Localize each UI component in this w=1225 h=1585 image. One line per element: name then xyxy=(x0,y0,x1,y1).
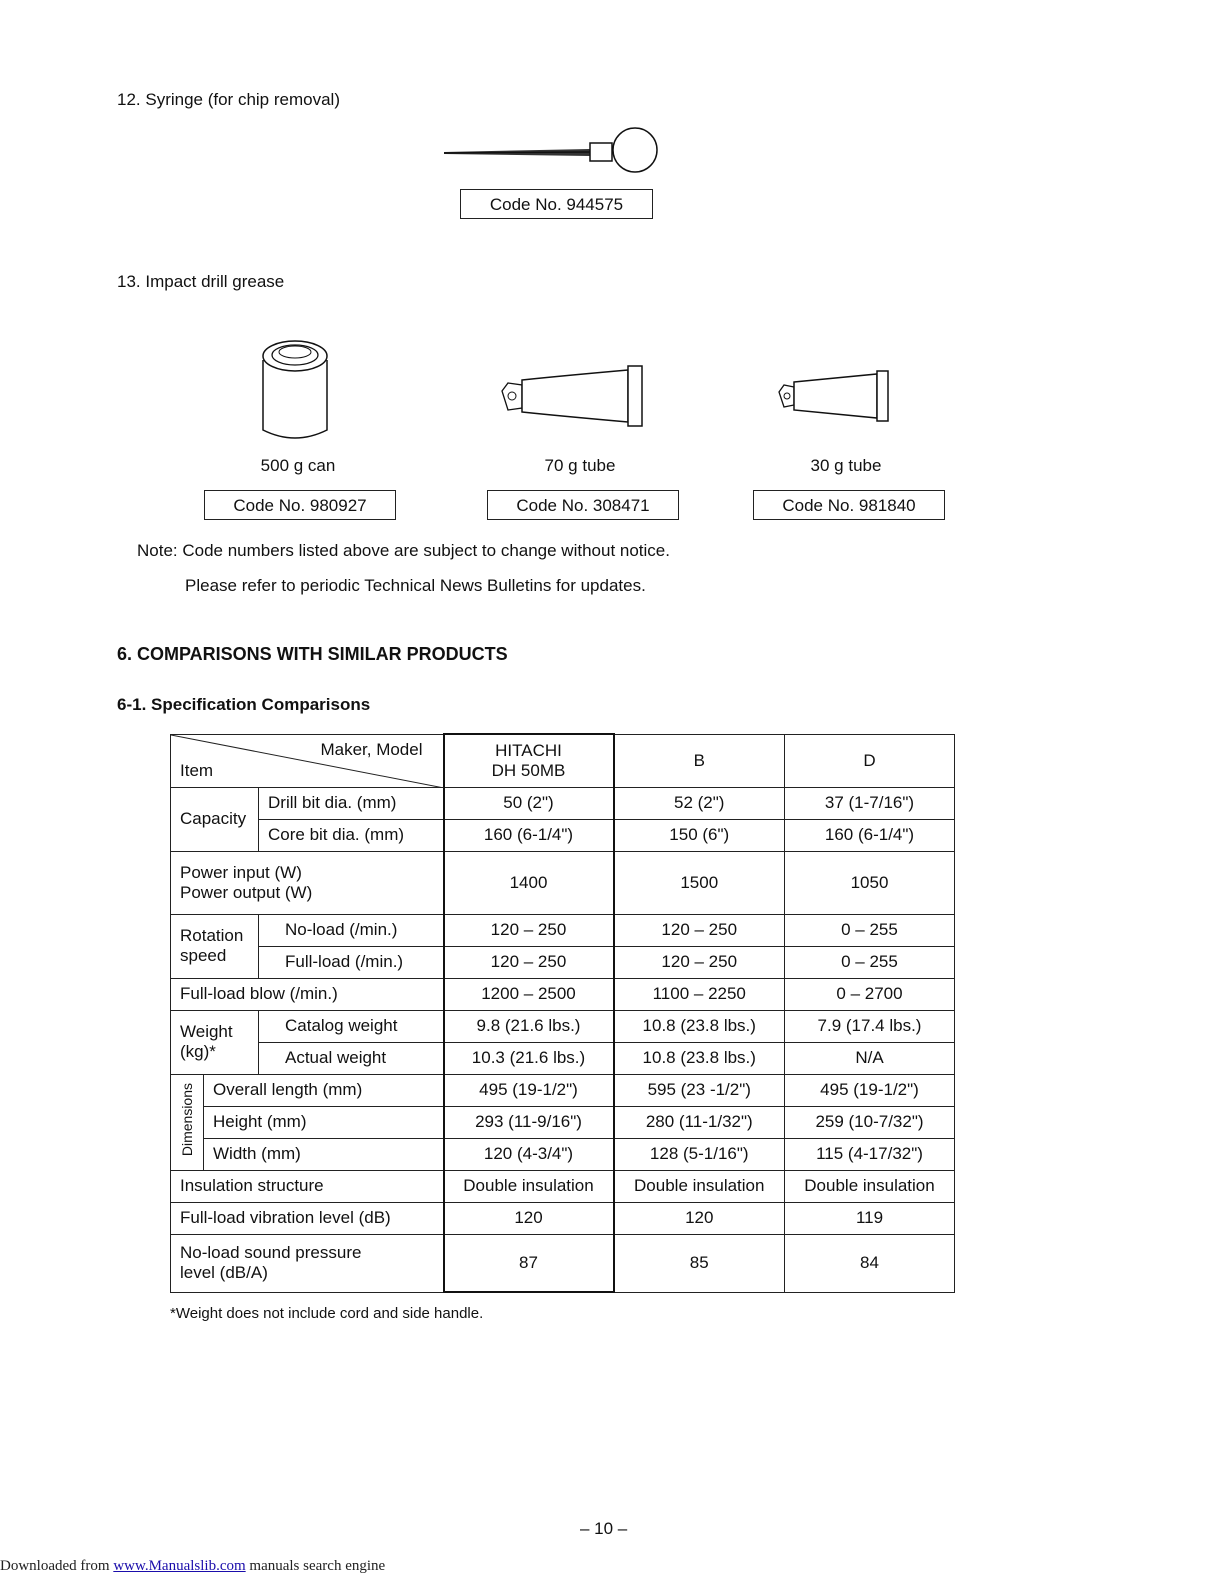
blow-label: Full-load blow (/min.) xyxy=(171,978,444,1010)
insulation-label: Insulation structure xyxy=(171,1170,444,1202)
weight-label-line-1: Weight xyxy=(180,1022,233,1041)
overall-length-label: Overall length (mm) xyxy=(204,1074,444,1106)
width-b: 128 (5-1/16") xyxy=(614,1138,785,1170)
noload-label: No-load (/min.) xyxy=(259,914,444,946)
syringe-title: 12. Syringe (for chip removal) xyxy=(117,90,340,109)
fullload-d: 0 – 255 xyxy=(785,946,955,978)
height-d: 259 (10-7/32") xyxy=(785,1106,955,1138)
table-row xyxy=(171,819,955,851)
spec-comparison-table xyxy=(170,733,955,1293)
power-hitachi: 1400 xyxy=(444,851,614,914)
sound-label xyxy=(171,1234,444,1292)
table-row xyxy=(171,1106,955,1138)
sound-d: 84 xyxy=(785,1234,955,1292)
fullload-hitachi: 120 – 250 xyxy=(444,946,614,978)
drill-bit-label: Drill bit dia. (mm) xyxy=(259,787,444,819)
rotation-label-line-2: speed xyxy=(180,946,227,965)
rotation-label xyxy=(171,914,259,978)
insulation-b: Double insulation xyxy=(614,1170,785,1202)
grease-code-30g: Code No. 981840 xyxy=(753,490,945,520)
core-bit-d: 160 (6-1/4") xyxy=(785,819,955,851)
table-row xyxy=(171,1074,955,1106)
grease-title: 13. Impact drill grease xyxy=(117,272,285,291)
power-input-label: Power input (W) xyxy=(180,862,302,882)
power-label xyxy=(171,851,444,914)
header-d: D xyxy=(785,734,955,787)
noload-b: 120 – 250 xyxy=(614,914,785,946)
footer-prefix: Downloaded from xyxy=(0,1558,114,1574)
weight-label-line-2: (kg)* xyxy=(180,1042,216,1061)
insulation-hitachi: Double insulation xyxy=(444,1170,614,1202)
note-line-2: Please refer to periodic Technical News Bulletins for updates. xyxy=(185,576,646,595)
height-b: 280 (11-1/32") xyxy=(614,1106,785,1138)
table-row xyxy=(171,1010,955,1042)
grease-caption-500g: 500 g can xyxy=(260,456,336,475)
grease-code-500g: Code No. 980927 xyxy=(204,490,396,520)
catalog-weight-label: Catalog weight xyxy=(259,1010,444,1042)
table-header-row xyxy=(171,734,955,787)
note-line-1: Note: Code numbers listed above are subject to change without notice. xyxy=(137,541,670,560)
header-hitachi-model: DH 50MB xyxy=(491,760,566,780)
sound-label-line-1: No-load sound pressure xyxy=(180,1243,362,1262)
noload-hitachi: 120 – 250 xyxy=(444,914,614,946)
footnote: *Weight does not include cord and side handle. xyxy=(170,1305,484,1322)
core-bit-b: 150 (6") xyxy=(614,819,785,851)
syringe-code: Code No. 944575 xyxy=(460,189,653,219)
page-number: – 10 – xyxy=(580,1519,628,1538)
subsection-heading: 6-1. Specification Comparisons xyxy=(117,695,371,714)
grease-caption-30g: 30 g tube xyxy=(810,456,882,475)
grease-tube-30g-illustration xyxy=(777,370,897,424)
download-footer xyxy=(0,1558,385,1575)
dimensions-label: Dimensions xyxy=(179,1082,195,1157)
sound-hitachi: 87 xyxy=(444,1234,614,1292)
rotation-label-line-1: Rotation xyxy=(180,926,244,945)
header-b: B xyxy=(614,734,785,787)
catalog-weight-hitachi: 9.8 (21.6 lbs.) xyxy=(444,1010,614,1042)
vibration-b: 120 xyxy=(614,1202,785,1234)
overall-length-b: 595 (23 -1/2") xyxy=(614,1074,785,1106)
core-bit-hitachi: 160 (6-1/4") xyxy=(444,819,614,851)
width-label: Width (mm) xyxy=(204,1138,444,1170)
table-row xyxy=(171,787,955,819)
vibration-d: 119 xyxy=(785,1202,955,1234)
grease-code-70g: Code No. 308471 xyxy=(487,490,679,520)
weight-label xyxy=(171,1010,259,1074)
grease-tube-70g-illustration xyxy=(500,364,650,430)
actual-weight-hitachi: 10.3 (21.6 lbs.) xyxy=(444,1042,614,1074)
noload-d: 0 – 255 xyxy=(785,914,955,946)
overall-length-d: 495 (19-1/2") xyxy=(785,1074,955,1106)
overall-length-hitachi: 495 (19-1/2") xyxy=(444,1074,614,1106)
table-row xyxy=(171,851,955,914)
blow-d: 0 – 2700 xyxy=(785,978,955,1010)
section-heading: 6. COMPARISONS WITH SIMILAR PRODUCTS xyxy=(117,644,508,664)
table-row xyxy=(171,946,955,978)
grease-caption-70g: 70 g tube xyxy=(544,456,616,475)
vibration-label: Full-load vibration level (dB) xyxy=(171,1202,444,1234)
sound-label-line-2: level (dB/A) xyxy=(180,1263,268,1282)
catalog-weight-b: 10.8 (23.8 lbs.) xyxy=(614,1010,785,1042)
table-row xyxy=(171,978,955,1010)
header-maker-model: Maker, Model xyxy=(320,739,423,759)
grease-can-illustration xyxy=(258,338,334,448)
actual-weight-d: N/A xyxy=(785,1042,955,1074)
power-d: 1050 xyxy=(785,851,955,914)
header-item-maker-cell xyxy=(171,734,444,787)
vibration-hitachi: 120 xyxy=(444,1202,614,1234)
table-row xyxy=(171,1042,955,1074)
actual-weight-label: Actual weight xyxy=(259,1042,444,1074)
header-hitachi xyxy=(444,734,614,787)
sound-b: 85 xyxy=(614,1234,785,1292)
catalog-weight-d: 7.9 (17.4 lbs.) xyxy=(785,1010,955,1042)
core-bit-label: Core bit dia. (mm) xyxy=(259,819,444,851)
header-item: Item xyxy=(180,760,214,780)
drill-bit-b: 52 (2") xyxy=(614,787,785,819)
dimensions-label-cell xyxy=(171,1074,204,1170)
power-output-label: Power output (W) xyxy=(180,882,313,902)
table-row xyxy=(171,1234,955,1292)
table-row xyxy=(171,1202,955,1234)
height-label: Height (mm) xyxy=(204,1106,444,1138)
fullload-label: Full-load (/min.) xyxy=(259,946,444,978)
width-d: 115 (4-17/32") xyxy=(785,1138,955,1170)
header-hitachi-brand: HITACHI xyxy=(495,740,562,760)
footer-suffix: manuals search engine xyxy=(245,1558,386,1574)
drill-bit-d: 37 (1-7/16") xyxy=(785,787,955,819)
table-row xyxy=(171,1138,955,1170)
power-b: 1500 xyxy=(614,851,785,914)
width-hitachi: 120 (4-3/4") xyxy=(444,1138,614,1170)
height-hitachi: 293 (11-9/16") xyxy=(444,1106,614,1138)
syringe-illustration xyxy=(440,122,665,174)
blow-b: 1100 – 2250 xyxy=(614,978,785,1010)
table-row xyxy=(171,1170,955,1202)
footer-link[interactable]: www.Manualslib.com xyxy=(113,1558,246,1574)
table-row xyxy=(171,914,955,946)
insulation-d: Double insulation xyxy=(785,1170,955,1202)
capacity-label: Capacity xyxy=(171,787,259,851)
actual-weight-b: 10.8 (23.8 lbs.) xyxy=(614,1042,785,1074)
blow-hitachi: 1200 – 2500 xyxy=(444,978,614,1010)
fullload-b: 120 – 250 xyxy=(614,946,785,978)
drill-bit-hitachi: 50 (2") xyxy=(444,787,614,819)
